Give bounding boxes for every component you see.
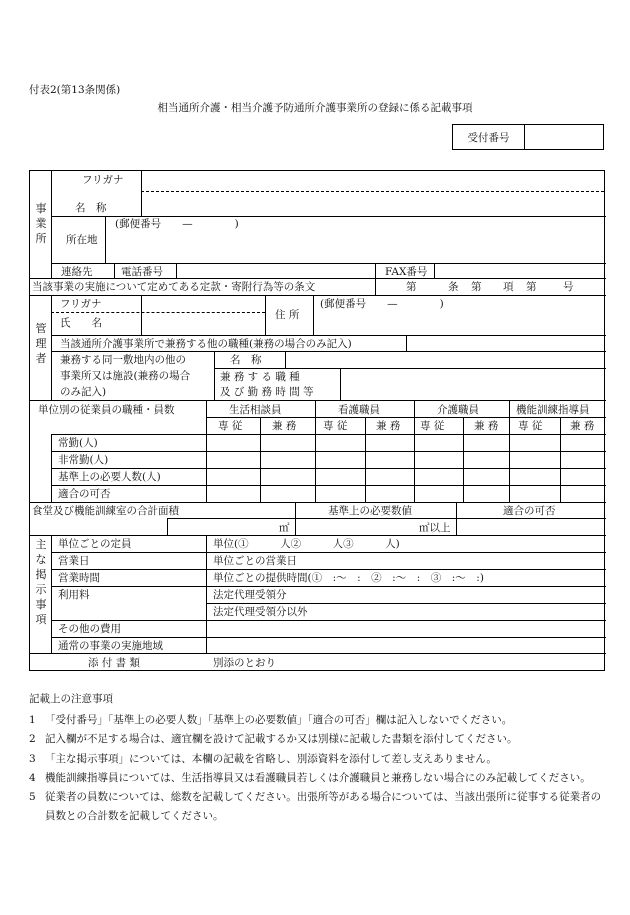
days-label: 営業日: [58, 555, 90, 567]
manager-name-label: 氏 名: [60, 317, 102, 329]
bylaw-kou: 項: [503, 281, 514, 293]
days-value: 単位ごとの営業日: [213, 555, 297, 567]
service-area-label: 通常の事業の実施地域: [58, 640, 163, 652]
manager-address-label: 住 所: [275, 309, 300, 321]
staff-table-header: 単位別の従業員の職種・員数: [38, 404, 175, 416]
fee-label: 利用料: [58, 589, 90, 601]
part-time-label: 兼 務: [376, 420, 401, 432]
office-name-field[interactable]: [144, 195, 600, 213]
note-item: [29, 730, 609, 749]
fee-value-2: 法定代理受領分以外: [213, 606, 308, 618]
manager-other-site-label-3: のみ記入): [60, 386, 107, 398]
notes-heading: 記載上の注意事項: [29, 693, 113, 705]
hours-value: 単位ごとの提供時間(① :～ : ② :～ : ③ :～ :): [213, 572, 484, 584]
hours-label: 営業時間: [58, 572, 100, 584]
receipt-number-box: [452, 124, 604, 150]
staff-row-label: 非常勤(人): [58, 454, 109, 466]
other-fee-label: その他の費用: [58, 623, 121, 635]
role-label: 生活相談員: [229, 404, 282, 416]
area-conform-label: 適合の可否: [503, 505, 556, 517]
note-text: 記入欄が不足する場合は、適宜欄を設けて記載するか又は別様に記載した書類を添付してください。: [45, 733, 518, 746]
area-required-label: 基準上の必要数値: [328, 505, 412, 517]
manager-site-name-label: 名 称: [230, 354, 262, 366]
note-number: 5: [29, 791, 36, 804]
full-time-label: 専 従: [420, 420, 445, 432]
note-text: 機能訓練指導員については、生活指導員又は看護職員若しくは介護職員と兼務しない場合にのみ記載してください。: [45, 771, 591, 784]
note-text: 「受付番号」「基準上の必要人数」「基準上の必要数値」「適合の可否」欄は記入しないでください。: [45, 714, 513, 727]
registration-form: [29, 170, 605, 671]
manager-furigana-label: フリガナ: [60, 298, 102, 310]
office-contact-label: 連絡先: [61, 266, 93, 278]
office-phone-label: 電話番号: [121, 266, 163, 278]
area-required-unit: ㎡以上: [419, 522, 451, 534]
office-name-label: 名 称: [75, 202, 107, 214]
manager-section-label: 管理者: [35, 322, 47, 365]
manager-postal-label: (郵便番号 — ): [320, 298, 444, 310]
manager-other-site-label-2: 事業所又は施設(兼務の場合: [60, 370, 191, 382]
area-unit: ㎡: [279, 522, 290, 534]
office-furigana-label: フリガナ: [82, 174, 124, 186]
manager-duty-label-1: 兼 務 す る 職 種: [220, 371, 300, 383]
note-number: 1: [29, 714, 36, 727]
role-label: 介護職員: [437, 404, 479, 416]
manager-duty-label-2: 及 び 勤 務 時 間 等: [220, 386, 314, 398]
manager-other-site-label-1: 兼務する同一敷地内の他の: [60, 354, 186, 366]
capacity-label: 単位ごとの定員: [58, 538, 132, 550]
fee-value-1: 法定代理受領分: [213, 589, 287, 601]
note-text: 従業者の員数については、総数を記載してください。出張所等がある場合については、当該出張所に従事する従業者の員数との合計数を記載してください。: [45, 791, 602, 823]
notes-section: [29, 690, 609, 826]
office-fax-label: FAX番号: [385, 266, 428, 278]
office-address-label: 所在地: [66, 234, 98, 246]
part-time-label: 兼 務: [272, 420, 297, 432]
note-number: 3: [29, 752, 36, 765]
note-text: 「主な掲示事項」については、本欄の記載を省略し、別添資料を添付して差し支えありません。: [45, 752, 497, 765]
office-section-label: 事業所: [35, 202, 47, 245]
bylaw-dai2: 第: [471, 281, 482, 293]
note-number: 2: [29, 733, 36, 746]
manager-other-duty-label: 当該通所介護事業所で兼務する他の職種(兼務の場合のみ記入): [60, 338, 352, 350]
note-item: [29, 711, 609, 730]
note-number: 4: [29, 771, 36, 784]
bylaw-gou: 号: [563, 281, 574, 293]
form-reference: 付表2(第13条関係): [29, 84, 121, 96]
form-title: 相当通所介護・相当介護予防通所介護事業所の登録に係る記載事項: [157, 102, 473, 114]
staff-row-label: 適合の可否: [58, 488, 111, 500]
note-item: [29, 769, 609, 788]
bylaw-jou: 条: [448, 281, 459, 293]
full-time-label: 専 従: [518, 420, 543, 432]
full-time-label: 専 従: [323, 420, 348, 432]
staff-row-label: 基準上の必要人数(人): [58, 471, 161, 483]
part-time-label: 兼 務: [474, 420, 499, 432]
note-item: [29, 788, 609, 826]
area-label: 食堂及び機能訓練室の合計面積: [32, 505, 179, 517]
receipt-number-label: 受付番号: [453, 125, 525, 149]
role-label: 機能訓練指導員: [516, 404, 590, 416]
attachments-value: 別添のとおり: [213, 657, 276, 669]
bylaw-dai3: 第: [526, 281, 537, 293]
bylaw-dai: 第: [406, 281, 417, 293]
bylaw-label: 当該事業の実施について定めてある定款・寄附行為等の条文: [32, 281, 316, 293]
receipt-number-field[interactable]: [525, 125, 603, 149]
note-item: [29, 750, 609, 769]
capacity-value: 単位(① 人② 人③ 人): [213, 538, 400, 550]
role-label: 看護職員: [338, 404, 380, 416]
full-time-label: 専 従: [218, 420, 243, 432]
staff-row-label: 常勤(人): [58, 437, 98, 449]
part-time-label: 兼 務: [570, 420, 595, 432]
office-postal-label: (郵便番号 — ): [115, 218, 239, 230]
items-section-label: 主な掲示事項: [35, 538, 47, 626]
attachments-label: 添 付 書 類: [88, 657, 141, 669]
